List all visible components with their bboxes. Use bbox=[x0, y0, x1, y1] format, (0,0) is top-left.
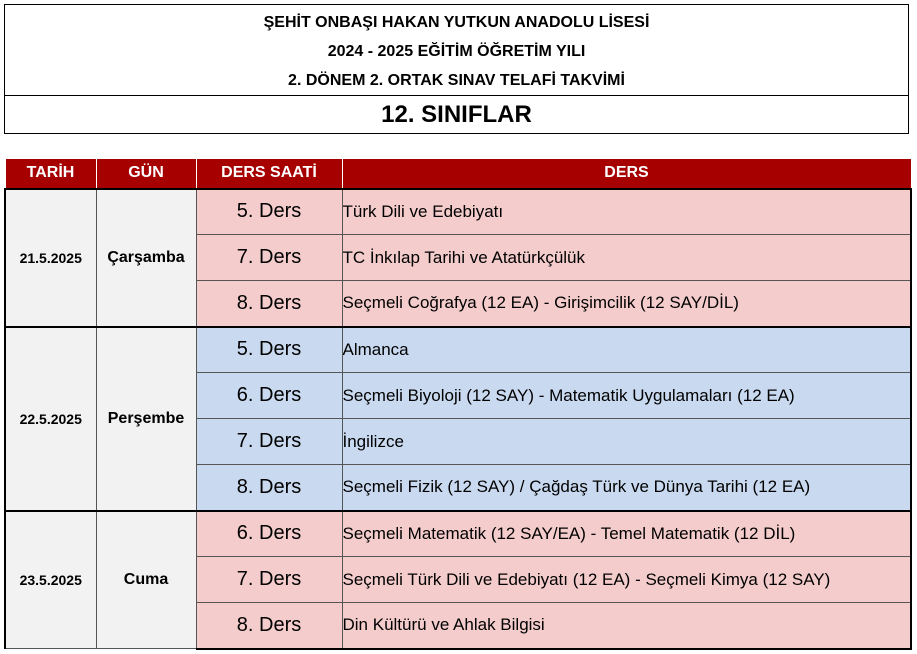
column-header-subject: DERS bbox=[342, 159, 911, 189]
period-cell: 6. Ders bbox=[196, 511, 342, 557]
period-cell: 7. Ders bbox=[196, 419, 342, 465]
title-block bbox=[4, 4, 909, 134]
table-row bbox=[5, 511, 911, 557]
grade-title: 12. SINIFLAR bbox=[381, 100, 532, 128]
day-cell: Çarşamba bbox=[96, 189, 196, 327]
column-header-period: DERS SAATİ bbox=[196, 159, 342, 189]
period-cell: 8. Ders bbox=[196, 281, 342, 327]
exam-title: 2. DÖNEM 2. ORTAK SINAV TELAFİ TAKVİMİ bbox=[288, 71, 625, 89]
table-row bbox=[5, 189, 911, 235]
subject-cell: Seçmeli Türk Dili ve Edebiyatı (12 EA) - Seçmeli Kimya (12 SAY) bbox=[342, 557, 911, 603]
table-header-row bbox=[5, 159, 911, 189]
column-header-day: GÜN bbox=[96, 159, 196, 189]
academic-year: 2024 - 2025 EĞİTİM ÖĞRETİM YILI bbox=[327, 42, 586, 60]
subject-cell: Seçmeli Biyoloji (12 SAY) - Matematik Uygulamaları (12 EA) bbox=[342, 373, 911, 419]
column-header-date: TARİH bbox=[5, 159, 96, 189]
date-cell: 21.5.2025 bbox=[5, 189, 96, 327]
subject-cell: Almanca bbox=[342, 327, 911, 373]
subject-cell: TC İnkılap Tarihi ve Atatürkçülük bbox=[342, 235, 911, 281]
period-cell: 8. Ders bbox=[196, 603, 342, 649]
period-cell: 7. Ders bbox=[196, 235, 342, 281]
period-cell: 7. Ders bbox=[196, 557, 342, 603]
subject-cell: Seçmeli Fizik (12 SAY) / Çağdaş Türk ve Dünya Tarihi (12 EA) bbox=[342, 465, 911, 511]
period-cell: 5. Ders bbox=[196, 327, 342, 373]
exam-schedule-table bbox=[4, 158, 912, 650]
table-row bbox=[5, 327, 911, 373]
subject-cell: Seçmeli Matematik (12 SAY/EA) - Temel Matematik (12 DİL) bbox=[342, 511, 911, 557]
subject-cell: Türk Dili ve Edebiyatı bbox=[342, 189, 911, 235]
school-name: ŞEHİT ONBAŞI HAKAN YUTKUN ANADOLU LİSESİ bbox=[263, 13, 650, 31]
day-cell: Cuma bbox=[96, 511, 196, 649]
day-cell: Perşembe bbox=[96, 327, 196, 511]
date-cell: 23.5.2025 bbox=[5, 511, 96, 649]
period-cell: 6. Ders bbox=[196, 373, 342, 419]
period-cell: 5. Ders bbox=[196, 189, 342, 235]
subject-cell: Seçmeli Coğrafya (12 EA) - Girişimcilik (12 SAY/DİL) bbox=[342, 281, 911, 327]
subject-cell: Din Kültürü ve Ahlak Bilgisi bbox=[342, 603, 911, 649]
subject-cell: İngilizce bbox=[342, 419, 911, 465]
title-lines bbox=[5, 5, 908, 96]
date-cell: 22.5.2025 bbox=[5, 327, 96, 511]
period-cell: 8. Ders bbox=[196, 465, 342, 511]
